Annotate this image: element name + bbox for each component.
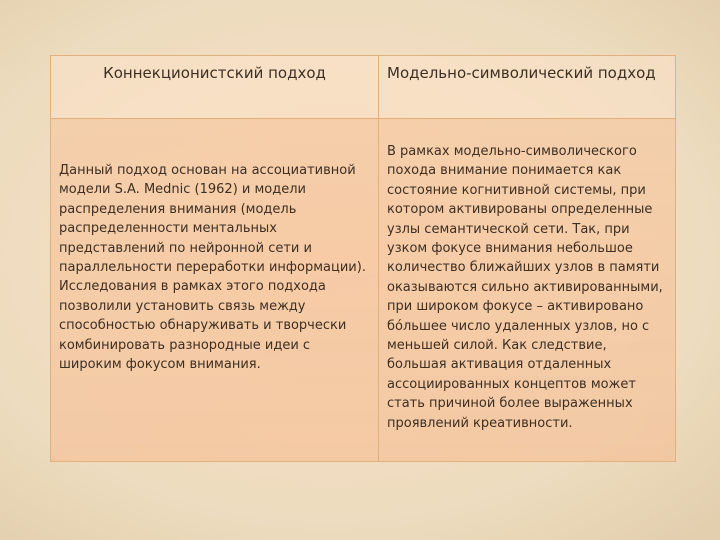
body-row bbox=[51, 119, 676, 462]
header-row bbox=[51, 56, 676, 119]
header-model-symbolic: Модельно-символический подход bbox=[379, 56, 676, 119]
model-symbolic-description: В рамках модельно-символического похода внимание понимается как состояние когнитивной системы, при котором активированы определенные узлы семантической сети. Так, при узком фокусе внимания небольшое количество ближайших узлов в памяти оказываются сильно активированными, при широком фокусе – активировано бóльшее число удаленных узлов, но с меньшей силой. Как следствие, большая активация отдаленных ассоциированных концептов может стать причиной более выраженных проявлений креативности. bbox=[379, 119, 676, 462]
comparison-table bbox=[50, 55, 676, 462]
connectionist-description: Данный подход основан на ассоциативной модели S.A. Mednic (1962) и модели распределения внимания (модель распределенности ментальных представлений по нейронной сети и параллельности переработки информации). Исследования в рамках этого подхода позволили установить связь между способностью обнаруживать и творчески комбинировать разнородные идеи с широким фокусом внимания. bbox=[51, 119, 379, 462]
header-connectionist: Коннекционистский подход bbox=[51, 56, 379, 119]
